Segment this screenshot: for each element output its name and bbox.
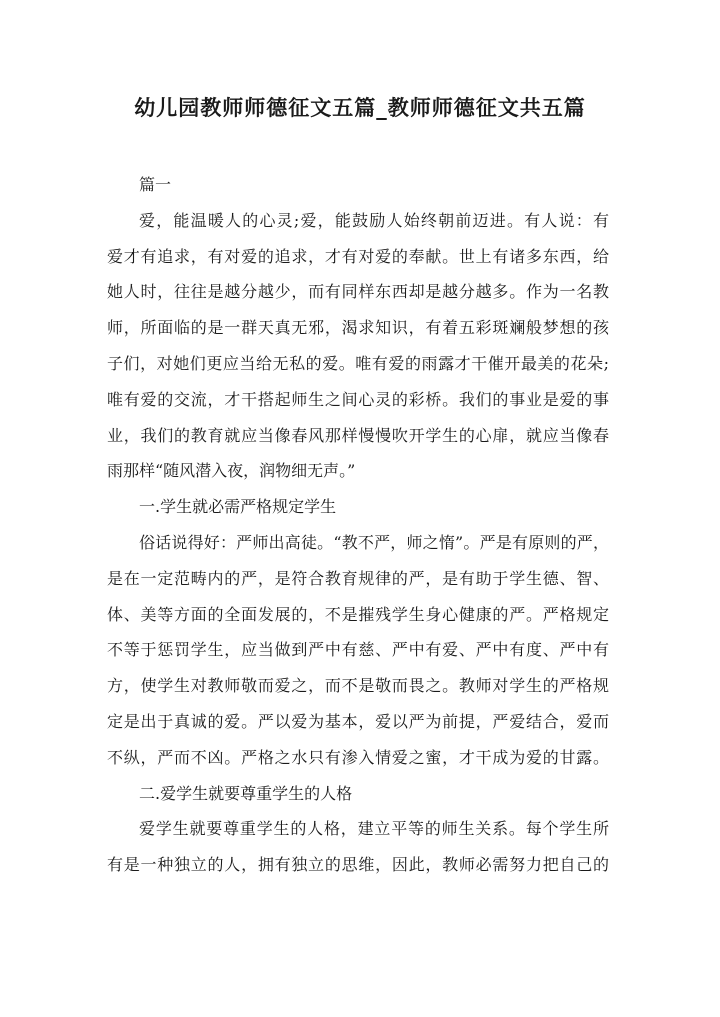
section-heading-strict: 一.学生就必需严格规定学生	[139, 497, 337, 517]
paragraph-line: 俗话说得好：严师出高徒。“教不严，师之惰”。严是有原则的严，	[139, 532, 609, 552]
paragraph-line: 子们，对她们更应当给无私的爱。唯有爱的雨露才干催开最美的花朵;	[107, 353, 609, 373]
paragraph-line: 不纵，严而不凶。严格之水只有渗入情爱之蜜，才干成为爱的甘露。	[107, 747, 609, 767]
paragraph-line: 体、美等方面的全面发展的，不是摧残学生身心健康的严。严格规定	[107, 604, 609, 624]
paragraph-line: 有是一种独立的人，拥有独立的思维，因此，教师必需努力把自己的	[107, 855, 609, 875]
paragraph-line: 她人时，往往是越分越少，而有同样东西却是越分越多。作为一名教	[107, 282, 609, 302]
document-body	[107, 167, 609, 883]
paragraph-line: 师，所面临的是一群天真无邪，渴求知识，有着五彩斑斓般梦想的孩	[107, 318, 609, 338]
paragraph-line: 方，使学生对教师敬而爱之，而不是敬而畏之。教师对学生的严格规	[107, 676, 609, 696]
paragraph-line: 唯有爱的交流，才干搭起师生之间心灵的彩桥。我们的事业是爱的事	[107, 389, 609, 409]
paragraph-line: 爱才有追求，有对爱的追求，才有对爱的奉献。世上有诸多东西，给	[107, 246, 609, 266]
paragraph-line: 是在一定范畴内的严，是符合教育规律的严，是有助于学生德、智、	[107, 568, 609, 588]
section-heading-respect: 二.爱学生就要尊重学生的人格	[139, 783, 353, 803]
document-title: 幼儿园教师师德征文五篇_教师师德征文共五篇	[134, 95, 586, 120]
paragraph-line: 不等于惩罚学生，应当做到严中有慈、严中有爱、严中有度、严中有	[107, 640, 609, 660]
section-heading-part-one: 篇一	[139, 175, 172, 194]
paragraph-line: 业，我们的教育就应当像春风那样慢慢吹开学生的心扉，就应当像春	[107, 425, 609, 445]
paragraph-line: 定是出于真诚的爱。严以爱为基本，爱以严为前提，严爱结合，爱而	[107, 711, 609, 731]
paragraph-line: 爱，能温暖人的心灵;爱，能鼓励人始终朝前迈进。有人说：有	[139, 210, 609, 230]
paragraph-line: 爱学生就要尊重学生的人格，建立平等的师生关系。每个学生所	[139, 819, 609, 839]
paragraph-line: 雨那样“随风潜入夜，润物细无声。”	[107, 461, 356, 481]
